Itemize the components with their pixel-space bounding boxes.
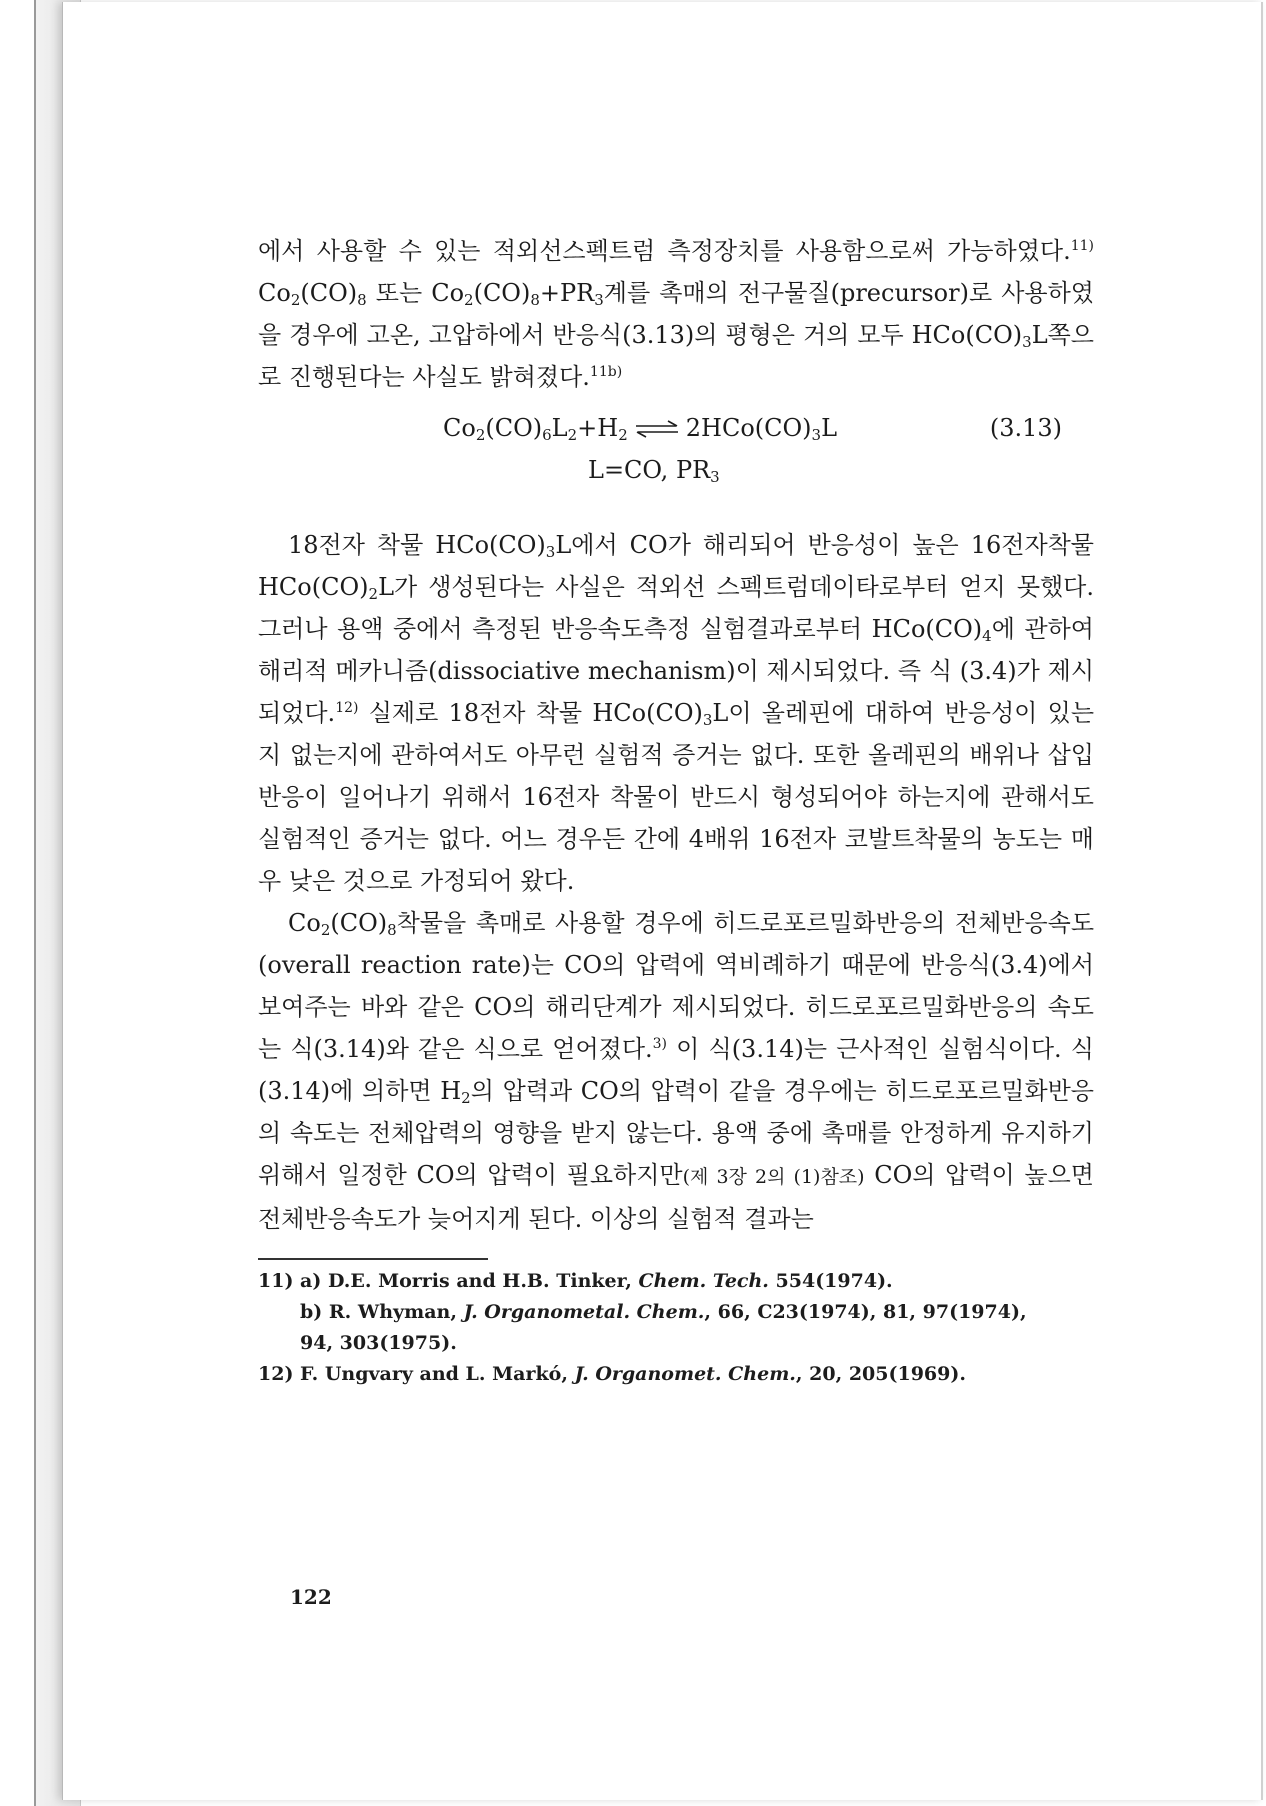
footnote-divider bbox=[258, 1258, 488, 1260]
footnote-11b-continued: 94, 303(1975). bbox=[300, 1332, 457, 1354]
equation-number: (3.13) bbox=[989, 414, 1062, 442]
equilibrium-arrow-icon bbox=[634, 419, 680, 439]
equation-3-13 bbox=[258, 408, 1094, 508]
page-number: 122 bbox=[290, 1585, 332, 1609]
paragraph-2: 18전자 착물 $HCo(CO)_3L$에서 CO가 해리되어 반응성이 높은 16전자착물 $HCo(CO)_2L$가 생성된다는 사실은 적외선 스펙트럼데이타로부터 얻지 못했다. 그러나 용액 중에서 측정된 반응속도측정 실험결과로부터 $HCo(CO)_4$에 관하여 해리적 메카니즘(dissociative mechanism)이 제시되었다. 즉 식 (3.4)가 제시되었다.$^{12)}$ 실제로 18전자 착물 $HCo(CO)_3L$이 올레핀에 대하여 반응성이 있는지 없는지에 관하여서도 아무런 실험적 증거는 없다. 또한 올레핀의 배위나 삽입반응이 일어나기 위해서 16전자 착물이 반드시 형성되어야 하는지에 관해서도 실험적인 증거는 없다. 어느 경우든 간에 4배위 16전자 코발트착물의 농도는 매우 낮은 것으로 가정되어 왔다. bbox=[258, 531, 1094, 895]
footnote-11a: 11) a) D.E. Morris and H.B. Tinker, Chem. Tech. 554(1974). bbox=[258, 1270, 893, 1292]
equation-line-2: L=CO, $PR_3$ bbox=[588, 456, 720, 486]
equation-line-1: $Co_2(CO)_6L_2+H_2$ $2HCo(CO)_3L$ bbox=[443, 414, 838, 444]
paragraph-1: 에서 사용할 수 있는 적외선스펙트럼 측정장치를 사용함으로써 가능하였다.$^{11)}$ $Co_2(CO)_8$ 또는 $Co_2(CO)_8+PR_3$계를 촉매의 전구물질(precursor)로 사용하였을 경우에 고온, 고압하에서 반응식(3.13)의 평형은 거의 모두 $HCo(CO)_3L$쪽으로 진행된다는 사실도 밝혀졌다.$^{11b)}$ bbox=[258, 237, 1094, 391]
paragraph-3: $Co_2(CO)_8$착물을 촉매로 사용할 경우에 히드로포르밀화반응의 전체반응속도(overall reaction rate)는 CO의 압력에 역비례하기 때문에 반응식(3.4)에서 보여주는 바와 같은 CO의 해리단계가 제시되었다. 히드로포르밀화반응의 속도는 식(3.14)와 같은 식으로 얻어졌다.$^{3)}$ 이 식(3.14)는 근사적인 실험식이다. 식(3.14)에 의하면 $H_2$의 압력과 CO의 압력이 같을 경우에는 히드로포르밀화반응의 속도는 전체압력의 영향을 받지 않는다. 용액 중에 촉매를 안정하게 유지하기 위해서 일정한 CO의 압력이 필요하지만(제 3장 2의 (1)참조) CO의 압력이 높으면 전체반응속도가 늦어지게 된다. 이상의 실험적 결과는 bbox=[258, 909, 1094, 1233]
footnote-11b: b) R. Whyman, J. Organometal. Chem., 66, C23(1974), 81, 97(1974), bbox=[300, 1301, 1027, 1323]
footnote-12: 12) F. Ungvary and L. Markó, J. Organomet. Chem., 20, 205(1969). bbox=[258, 1363, 966, 1385]
page-content bbox=[258, 230, 1094, 1390]
spine-edge bbox=[34, 0, 36, 1806]
